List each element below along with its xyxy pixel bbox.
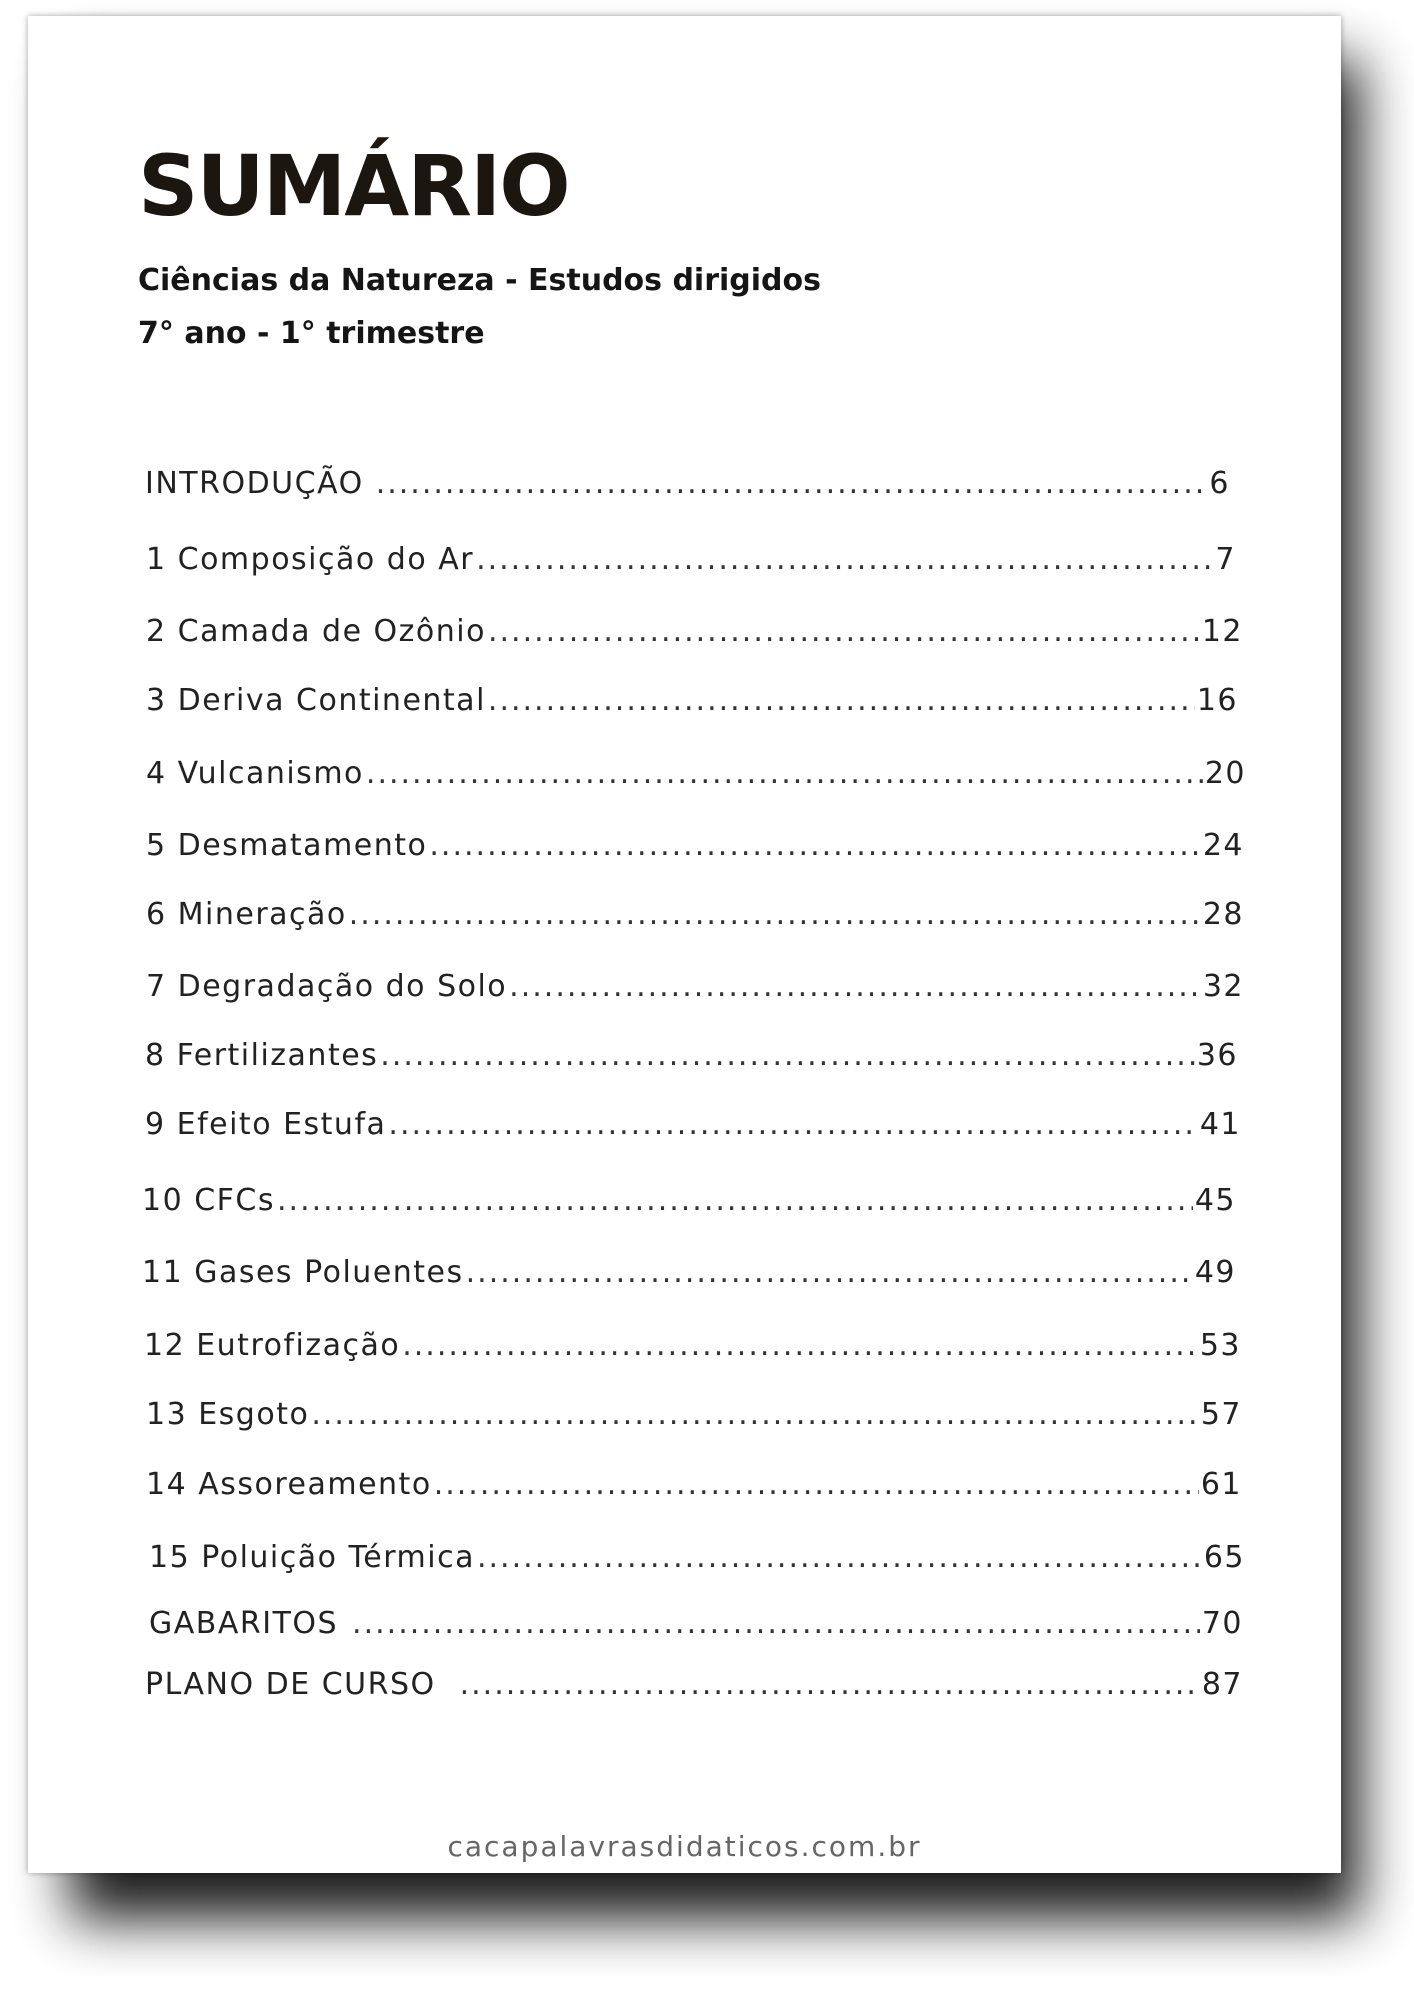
toc-entry-assoreamento	[146, 1467, 1242, 1502]
toc-entry-page: 57	[1200, 1397, 1242, 1432]
subtitle-subject: Ciências da Natureza - Estudos dirigidos	[138, 263, 821, 298]
toc-entry-degradacao-do-solo	[146, 969, 1244, 1004]
toc-entry-page: 7	[1215, 542, 1236, 577]
toc-entry-deriva-continental	[146, 683, 1238, 718]
toc-leader-dots	[429, 831, 1200, 861]
toc-entry-cfcs	[142, 1183, 1236, 1218]
toc-leader-dots	[311, 1400, 1199, 1430]
toc-leader-dots	[380, 1041, 1195, 1071]
toc-entry-page: 28	[1202, 897, 1244, 932]
toc-leader-dots	[488, 686, 1195, 716]
toc-entry-label: 11 Gases Poluentes	[142, 1255, 464, 1290]
toc-entry-page: 61	[1200, 1467, 1242, 1502]
toc-entry-label: 7 Degradação do Solo	[146, 969, 508, 1004]
toc-entry-desmatamento	[146, 828, 1244, 863]
toc-leader-dots	[488, 617, 1200, 647]
toc-leader-dots	[476, 545, 1213, 575]
toc-leader-dots	[277, 1186, 1193, 1216]
toc-entry-esgoto	[146, 1397, 1242, 1432]
toc-entry-page: 41	[1199, 1107, 1241, 1142]
toc-entry-page: 32	[1202, 969, 1244, 1004]
toc-entry-mineracao	[146, 897, 1244, 932]
toc-entry-page: 87	[1201, 1667, 1243, 1702]
toc-entry-label: 12 Eutrofização	[144, 1328, 401, 1363]
toc-leader-dots	[352, 1609, 1200, 1639]
toc-leader-dots	[402, 1331, 1198, 1361]
toc-entry-label: 4 Vulcanismo	[146, 756, 364, 791]
toc-entry-label: 10 CFCs	[142, 1183, 275, 1218]
toc-entry-page: 6	[1209, 466, 1230, 501]
toc-leader-dots	[388, 1110, 1197, 1140]
toc-entry-label: GABARITOS	[149, 1606, 339, 1641]
toc-leader-dots	[366, 759, 1203, 789]
toc-entry-label: 3 Deriva Continental	[146, 683, 486, 718]
toc-leader-dots	[509, 972, 1201, 1002]
toc-entry-label: INTRODUÇÃO	[145, 466, 364, 501]
toc-leader-dots	[477, 1543, 1202, 1573]
toc-entry-eutrofizacao	[144, 1328, 1241, 1363]
toc-entry-page: 36	[1196, 1038, 1238, 1073]
toc-entry-label: 8 Fertilizantes	[145, 1038, 379, 1073]
toc-entry-page: 45	[1194, 1183, 1236, 1218]
toc-entry-composicao-do-ar	[146, 542, 1236, 577]
toc-entry-label: 1 Composição do Ar	[146, 542, 475, 577]
toc-entry-page: 12	[1201, 614, 1243, 649]
subtitle-grade: 7° ano - 1° trimestre	[138, 316, 485, 351]
toc-leader-dots	[376, 469, 1208, 499]
toc-entry-efeito-estufa	[145, 1107, 1241, 1142]
toc-leader-dots	[434, 1470, 1199, 1500]
toc-entry-page: 49	[1194, 1255, 1236, 1290]
toc-entry-poluicao-termica	[149, 1540, 1245, 1575]
toc-entry-label: 13 Esgoto	[146, 1397, 310, 1432]
toc-leader-dots	[466, 1258, 1193, 1288]
toc-entry-label: 2 Camada de Ozônio	[146, 614, 486, 649]
toc-entry-page: 24	[1202, 828, 1244, 863]
toc-leader-dots	[460, 1670, 1200, 1700]
toc-entry-gases-poluentes	[142, 1255, 1236, 1290]
toc-entry-label: 6 Mineração	[146, 897, 347, 932]
document-page	[28, 16, 1341, 1873]
toc-entry-plano-de-curso	[145, 1667, 1243, 1702]
toc-entry-label: 14 Assoreamento	[146, 1467, 432, 1502]
toc-entry-page: 20	[1204, 756, 1246, 791]
toc-entry-label: 9 Efeito Estufa	[145, 1107, 387, 1142]
toc-entry-vulcanismo	[146, 756, 1246, 791]
table-of-contents	[28, 16, 1341, 1873]
footer-website: cacapalavrasdidaticos.com.br	[447, 1830, 922, 1863]
toc-entry-gabaritos	[149, 1606, 1243, 1641]
page-title: SUMÁRIO	[138, 137, 569, 235]
toc-leader-dots	[349, 900, 1201, 930]
toc-entry-page: 65	[1203, 1540, 1245, 1575]
toc-entry-camada-de-ozonio	[146, 614, 1243, 649]
toc-entry-label: 5 Desmatamento	[146, 828, 428, 863]
toc-entry-fertilizantes	[145, 1038, 1238, 1073]
toc-entry-page: 16	[1196, 683, 1238, 718]
toc-entry-page: 70	[1201, 1606, 1243, 1641]
toc-entry-introducao	[145, 466, 1230, 501]
toc-entry-page: 53	[1199, 1328, 1241, 1363]
toc-entry-label: 15 Poluição Térmica	[149, 1540, 475, 1575]
toc-entry-label: PLANO DE CURSO	[145, 1667, 436, 1702]
